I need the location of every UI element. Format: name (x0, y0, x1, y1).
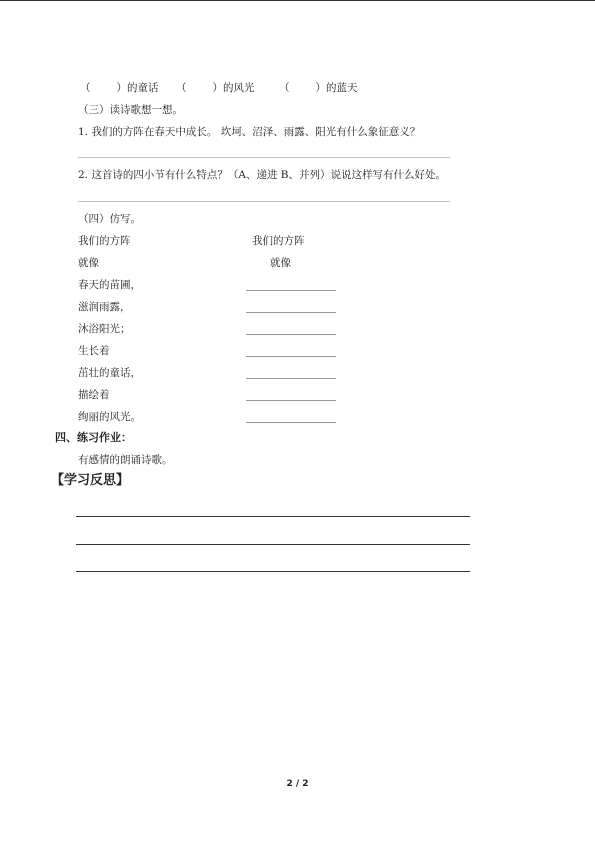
imitation-blank[interactable] (246, 356, 336, 357)
reflection-line-3[interactable] (76, 571, 470, 572)
imitation-blank[interactable] (246, 378, 336, 379)
left-column-title: 我们的方阵 (78, 235, 131, 247)
section-4-heading: （四）仿写。 (78, 213, 141, 225)
fill-blank-blue-sky: （ ）的蓝天 (279, 82, 358, 94)
answer-line-2[interactable] (78, 201, 450, 202)
fill-blank-fairy-tale: （ ）的童话 (80, 82, 159, 94)
imitation-blank[interactable] (246, 334, 336, 335)
poem-line: 描绘着 (78, 389, 110, 401)
poem-line: 沐浴阳光； (78, 323, 131, 335)
imitation-blank[interactable] (246, 312, 336, 313)
page-top-border (0, 0, 595, 1)
question-1: 1. 我们的方阵在春天中成长。 坎坷、沼泽、雨露、阳光有什么象征意义？ (78, 126, 421, 138)
poem-line: 茁壮的童话， (78, 367, 141, 379)
poem-line: 绚丽的风光。 (78, 411, 141, 423)
imitation-blank[interactable] (246, 290, 336, 291)
reflection-line-2[interactable] (76, 544, 470, 545)
poem-line: 滋润雨露， (78, 301, 131, 313)
fill-blank-scenery: （ ）的风光 (176, 82, 255, 94)
answer-line-1[interactable] (78, 157, 450, 158)
homework-heading: 四、练习作业： (55, 431, 132, 444)
imitation-blank[interactable] (246, 422, 336, 423)
right-column-sub: 就像 (270, 257, 291, 269)
homework-text: 有感情的朗诵诗歌。 (78, 454, 173, 466)
reflection-heading: 【学习反思】 (51, 473, 130, 488)
poem-line: 生长着 (78, 345, 110, 357)
reflection-line-1[interactable] (76, 516, 470, 517)
question-2: 2. 这首诗的四小节有什么特点？（A、递进 B、并列）说说这样写有什么好处。 (78, 169, 446, 181)
page-number: 2 / 2 (286, 779, 309, 789)
poem-line: 春天的苗圃， (78, 279, 141, 291)
left-column-sub: 就像 (78, 257, 99, 269)
right-column-title: 我们的方阵 (252, 235, 305, 247)
imitation-blank[interactable] (246, 400, 336, 401)
section-3-heading: （三）读诗歌想一想。 (78, 104, 183, 116)
